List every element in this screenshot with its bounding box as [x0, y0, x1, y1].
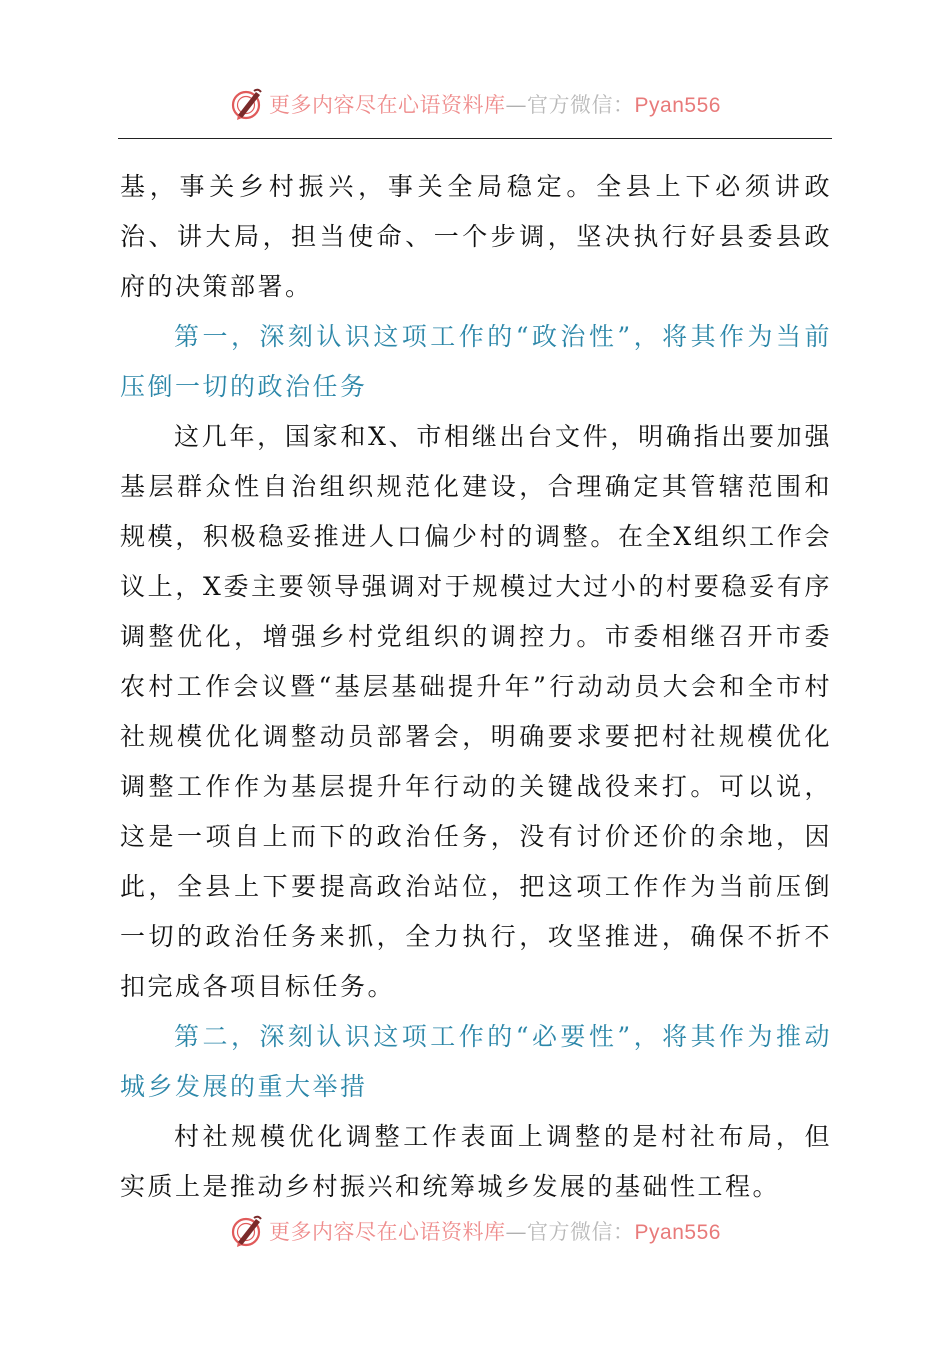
footer-banner: [0, 1211, 950, 1251]
header-divider: [118, 138, 832, 139]
section-heading-1: 第一，深刻认识这项工作的“政治性”，将其作为当前压倒一切的政治任务: [120, 322, 832, 401]
banner-wechat-id: Pyan556: [634, 1221, 721, 1244]
paragraph-body: 村社规模优化调整工作表面上调整的是村社布局，但实质上是推动乡村振兴和统筹城乡发展的基础性工程。: [120, 1122, 832, 1201]
banner-separator: —: [505, 1220, 528, 1244]
banner-text: [269, 89, 721, 119]
header-banner: [0, 84, 950, 124]
pen-seal-icon: [229, 86, 265, 122]
paragraph-continuation: 基，事关乡村振兴，事关全局稳定。全县上下必须讲政治、讲大局，担当使命、一个步调，坚决执行好县委县政府的决策部署。: [120, 172, 832, 301]
banner-separator: —: [505, 93, 528, 117]
banner-brand: 更多内容尽在心语资料库: [269, 93, 506, 117]
banner-wechat-id: Pyan556: [634, 94, 721, 117]
banner-wechat-label: 官方微信：: [527, 93, 635, 117]
paragraph-body: 这几年，国家和X、市相继出台文件，明确指出要加强基层群众性自治组织规范化建设，合理确定其管辖范围和规模，积极稳妥推进人口偏少村的调整。在全X组织工作会议上，X委主要领导强调对于规模过大过小的村要稳妥有序调整优化，增强乡村党组织的调控力。市委相继召开市委农村工作会议暨“基层基础提升年”行动动员大会和全市村社规模优化调整动员部署会，明确要求要把村社规模优化调整工作作为基层提升年行动的关键战役来打。可以说，这是一项自上而下的政治任务，没有讨价还价的余地，因此，全县上下要提高政治站位，把这项工作作为当前压倒一切的政治任务来抓，全力执行，攻坚推进，确保不折不扣完成各项目标任务。: [120, 422, 832, 1001]
banner-text: [269, 1216, 721, 1246]
banner-wechat-label: 官方微信：: [527, 1220, 635, 1244]
document-body: [120, 162, 832, 1212]
pen-seal-icon: [229, 1213, 265, 1249]
section-heading-2: 第二，深刻认识这项工作的“必要性”，将其作为推动城乡发展的重大举措: [120, 1022, 832, 1101]
banner-brand: 更多内容尽在心语资料库: [269, 1220, 506, 1244]
